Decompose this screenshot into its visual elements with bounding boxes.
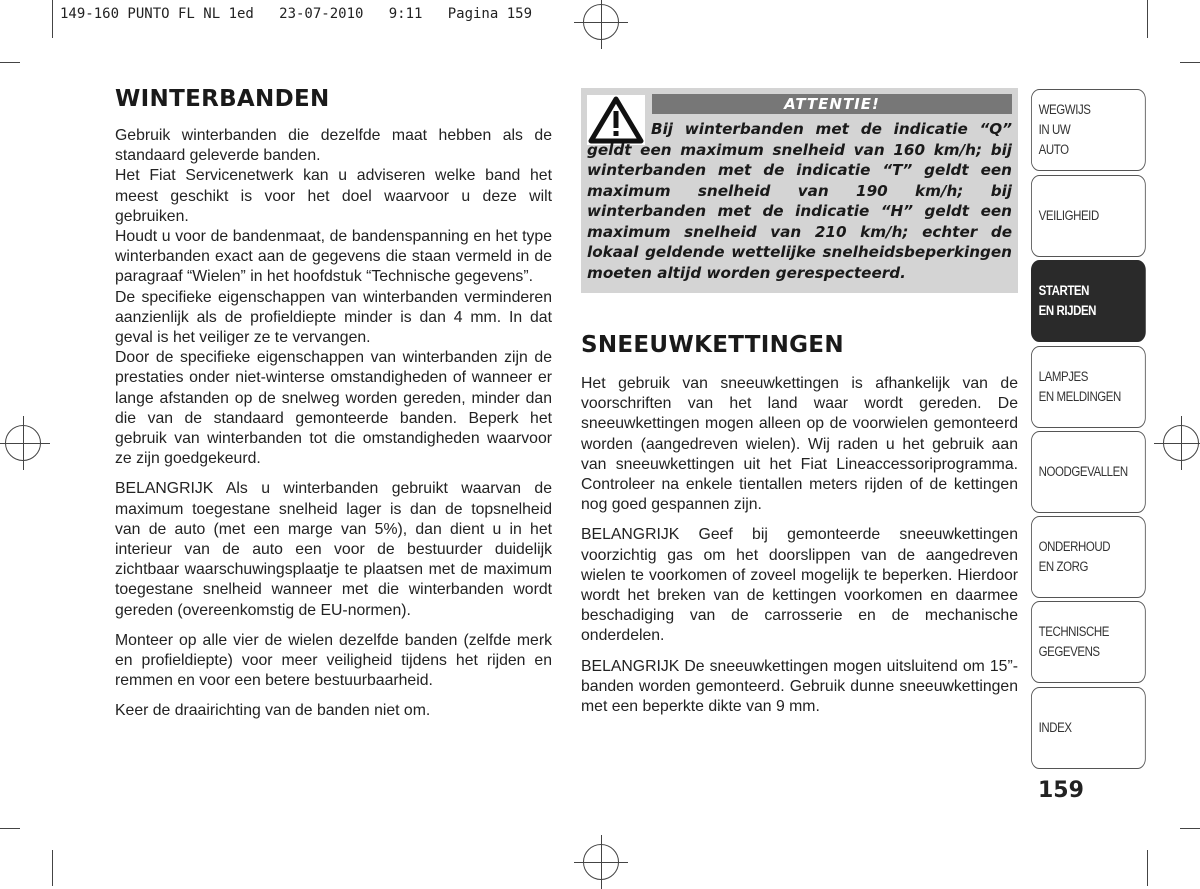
tab-veiligheid[interactable]: VEILIGHEID [1031, 175, 1146, 257]
tab-noodgevallen[interactable]: NOODGEVALLEN [1031, 431, 1146, 513]
left-column [115, 86, 552, 732]
right-column [581, 332, 1018, 727]
paragraph: Keer de draairichting van de banden niet om. [115, 702, 431, 720]
paragraph: Gebruik winterbanden die dezelfde maat hebben als de standaard geleverde banden. [115, 127, 552, 165]
registration-mark-icon [5, 425, 41, 461]
print-header: 149-160 PUNTO FL NL 1ed 23-07-2010 9:11 Pagina 159 [60, 6, 533, 22]
paragraph: Monteer op alle vier de wielen dezelfde banden (zelfde merk en profieldiepte) voor meer veiligheid tijdens het rijden en remmen en voor een betere bestuurbaarheid. [115, 631, 552, 690]
crop-mark [0, 828, 20, 829]
tab-lampjes[interactable]: LAMPJES EN MELDINGEN [1031, 346, 1146, 428]
registration-mark-icon [1163, 425, 1199, 461]
tab-onderhoud[interactable]: ONDERHOUD EN ZORG [1031, 516, 1146, 598]
crop-mark [52, 0, 53, 38]
paragraph: BELANGRIJK Als u winterbanden gebruikt waarvan de maximum toegestane snelheid lager is dan de topsnelheid van de auto (met een marge van 5%), dan dient u in het interieur van de auto een voor de bestuurder duidelijk zichtbaar waarschuwingsplaatje te plaatsen met de maximum toegestane snelheid wanneer met die winterbanden wordt gereden (overeenkomstig de EU-normen). [115, 480, 552, 619]
warning-text: Bij winterbanden met de indicatie “Q” geldt een maximum snelheid van 160 km/h; bij winterbanden met de indicatie “T” geldt een maximum snelheid van 190 km/h; bij winterbanden met de indicatie “H” geldt een maximum snelheid van 210 km/h; echter de lokaal geldende wettelijke snelheidsbeperkingen moeten altijd worden gerespecteerd. [587, 120, 1012, 282]
page-number: 159 [1038, 778, 1084, 803]
crop-mark [1180, 62, 1200, 63]
registration-mark-icon [583, 4, 619, 40]
tab-technische-gegevens[interactable]: TECHNISCHE GEGEVENS [1031, 601, 1146, 683]
tab-starten-en-rijden[interactable]: STARTEN EN RIJDEN [1031, 260, 1146, 342]
warning-label: ATTENTIE! [652, 94, 1012, 114]
paragraph: BELANGRIJK Geef bij gemonteerde sneeuwkettingen voorzichtig gas om het doorslippen van de aangedreven wielen te voorkomen of zoveel mogelijk te beperken. Hierdoor wordt het breken van de kettingen voorkomen en daarmee beschadiging van de carrosserie en de mechanische onderdelen. [581, 526, 1018, 645]
crop-mark [52, 850, 53, 886]
paragraph: Houdt u voor de bandenmaat, de bandenspanning en het type winterbanden exact aan de gegevens die staan vermeld in de paragraaf “Wielen” in het hoofdstuk “Technische gegevens”. [115, 228, 552, 286]
crop-mark [1147, 850, 1148, 886]
section-title-sneeuwkettingen: SNEEUWKETTINGEN [581, 332, 844, 358]
section-title-winterbanden: WINTERBANDEN [115, 86, 330, 112]
paragraph: BELANGRIJK De sneeuwkettingen mogen uitsluitend om 15”-banden worden gemonteerd. Gebruik dunne sneeuwkettingen met een beperkte dikte van 9 mm. [581, 657, 1018, 716]
tab-wegwijs[interactable]: WEGWIJS IN UW AUTO [1031, 89, 1146, 171]
crop-mark [1180, 828, 1200, 829]
tab-index[interactable]: INDEX [1031, 687, 1146, 769]
paragraph: Het Fiat Servicenetwerk kan u adviseren welke band het meest geschikt is voor het doel waarvoor u deze wilt gebruiken. [115, 167, 552, 225]
crop-mark [1147, 0, 1148, 38]
registration-mark-icon [583, 844, 619, 880]
crop-mark [0, 62, 20, 63]
paragraph: Het gebruik van sneeuwkettingen is afhankelijk van de voorschriften van het land waar wordt gereden. De sneeuwkettingen mogen alleen op de voorwielen gemonteerd worden (aangedreven wielen). Wij raden u het gebruik aan van sneeuwkettingen uit het Fiat Lineaccessoriprogramma. Controleer na enkele tientallen meters rijden of de kettingen nog goed gespannen zijn. [581, 375, 1018, 514]
paragraph: De specifieke eigenschappen van winterbanden verminderen aanzienlijk als de profieldiepte minder is dan 4 mm. In dat geval is het veiliger ze te vervangen. [115, 288, 552, 347]
paragraph: Door de specifieke eigenschappen van winterbanden zijn de prestaties onder niet-winterse omstandigheden of wanneer er lange afstanden op de snelweg worden gereden, minder dan die van de standaard gemonteerde banden. Beperk het gebruik van winterbanden tot die omstandigheden waarvoor ze zijn goedgekeurd. [115, 349, 552, 468]
